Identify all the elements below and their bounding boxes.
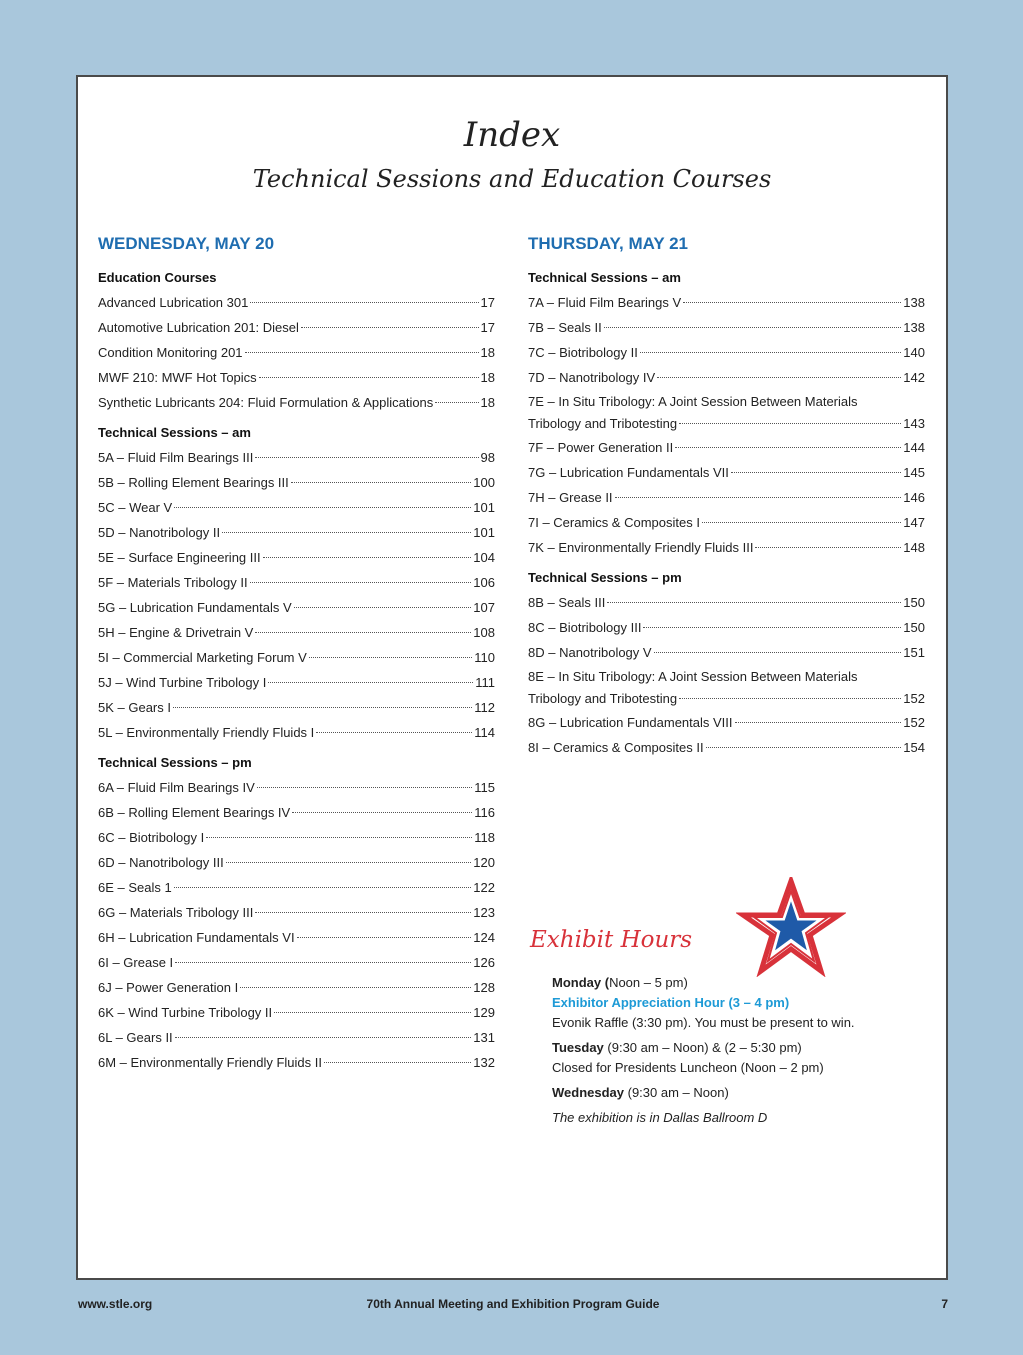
education-courses-heading: Education Courses [98,270,217,285]
dot-leader [255,912,471,913]
entry-page: 107 [473,600,495,615]
entry-title: 6D – Nanotribology III [98,855,224,870]
entry-title: 5J – Wind Turbine Tribology I [98,675,267,690]
entry-title: 7B – Seals II [528,320,602,335]
entry-title: Synthetic Lubricants 204: Fluid Formulation & Applications [98,395,434,410]
dot-leader [245,352,479,353]
thursday-column [528,229,925,760]
entry-page: 17 [480,295,495,310]
entry-page: 108 [473,625,495,640]
entry-page: 118 [474,830,495,845]
entry-title-cont: Tribology and Tribotesting [528,691,678,706]
dot-leader [175,962,471,963]
entry-page: 150 [903,595,925,610]
dot-leader [255,632,471,633]
star-icon [736,877,846,977]
index-entry [98,545,495,570]
entry-title: 6E – Seals 1 [98,880,172,895]
entry-line-2 [528,412,925,435]
footer-website: www.stle.org [78,1297,153,1311]
monday-label: Monday ( [552,975,610,990]
entry-title: Automotive Lubrication 201: Diesel [98,320,299,335]
entry-title: 5C – Wear V [98,500,173,515]
entry-title: 7G – Lubrication Fundamentals VII [528,465,729,480]
dot-leader [250,302,478,303]
entry-title: 5D – Nanotribology II [98,525,221,540]
index-entry [98,470,495,495]
entry-page: 112 [474,700,495,715]
entry-page: 148 [903,540,925,555]
entry-title: 8D – Nanotribology V [528,645,652,660]
dot-leader [675,447,901,448]
index-entry [98,1000,495,1025]
dot-leader [309,657,472,658]
wednesday-label: Wednesday [552,1085,625,1100]
entry-title: 8B – Seals III [528,595,606,610]
entry-page: 138 [903,320,925,335]
index-entry [528,535,925,560]
index-entry [98,800,495,825]
entry-page: 98 [480,450,495,465]
dot-leader [640,352,901,353]
entry-page: 116 [474,805,495,820]
entry-title-cont: Tribology and Tribotesting [528,416,678,431]
entry-page: 111 [475,675,495,690]
index-entry [528,435,925,460]
entry-page: 142 [903,370,925,385]
entry-page: 101 [473,525,495,540]
entry-title: Advanced Lubrication 301 [98,295,249,310]
wednesday-column [98,229,495,1075]
dot-leader [702,522,901,523]
index-entry [98,445,495,470]
index-entry [528,640,925,665]
monday-time: Noon – 5 pm) [609,975,688,990]
index-entry [98,925,495,950]
dot-leader [174,507,471,508]
entry-title: 5I – Commercial Marketing Forum V [98,650,307,665]
exhibit-hours [528,877,928,1137]
entry-title: Condition Monitoring 201 [98,345,243,360]
dot-leader [643,627,901,628]
index-entry [528,735,925,760]
entry-page: 132 [473,1055,495,1070]
dot-leader [226,862,472,863]
index-entry [98,1050,495,1075]
index-entry [98,340,495,365]
dot-leader [706,747,902,748]
entry-title: 6A – Fluid Film Bearings IV [98,780,255,795]
entry-page: 123 [473,905,495,920]
wed-pm-list [98,775,495,1075]
index-entry [98,875,495,900]
entry-line-2 [528,687,925,710]
entry-page: 143 [903,416,925,431]
dot-leader [259,377,479,378]
entry-title: 7H – Grease II [528,490,613,505]
index-panel [76,75,948,1280]
dot-leader [297,937,472,938]
location-note: The exhibition is in Dallas Ballroom D [552,1110,768,1125]
dot-leader [255,457,478,458]
entry-title: 7I – Ceramics & Composites I [528,515,700,530]
dot-leader [657,377,901,378]
entry-title: 7C – Biotribology II [528,345,638,360]
exhibit-schedule [552,973,922,1128]
dot-leader [324,1062,471,1063]
dot-leader [250,582,472,583]
monday-line [552,973,922,993]
entry-page: 138 [903,295,925,310]
index-entry [528,710,925,735]
index-entry [98,315,495,340]
exhibit-title: Exhibit Hours [530,927,693,953]
entry-page: 144 [903,440,925,455]
index-entry [98,595,495,620]
closed-note: Closed for Presidents Luncheon (Noon – 2 pm) [552,1060,824,1075]
page-subtitle: Technical Sessions and Education Courses [252,165,772,193]
index-entry [98,670,495,695]
entry-page: 100 [473,475,495,490]
index-entry [98,720,495,745]
footer-guide-title: 70th Annual Meeting and Exhibition Program Guide [366,1297,660,1311]
index-entry [528,510,925,535]
entry-page: 152 [903,691,925,706]
entry-page: 145 [903,465,925,480]
dot-leader [173,707,472,708]
entry-title: 7A – Fluid Film Bearings V [528,295,682,310]
entry-page: 124 [473,930,495,945]
entry-title: 5H – Engine & Drivetrain V [98,625,254,640]
page-title: Index [463,115,561,155]
dot-leader [268,682,473,683]
appreciation-hour: Exhibitor Appreciation Hour (3 – 4 pm) [552,995,790,1010]
index-entry [98,825,495,850]
dot-leader [174,887,472,888]
entry-page: 18 [480,345,495,360]
entry-title: 7D – Nanotribology IV [528,370,656,385]
entry-title: 7E – In Situ Tribology: A Joint Session Between Materials [528,394,858,409]
entry-page: 18 [480,395,495,410]
dot-leader [683,302,901,303]
dot-leader [292,812,472,813]
index-entry [98,900,495,925]
entry-title: 7K – Environmentally Friendly Fluids III [528,540,754,555]
entry-page: 131 [473,1030,495,1045]
index-entry [528,290,925,315]
dot-leader [206,837,472,838]
wednesday-time: (9:30 am – Noon) [624,1085,729,1100]
entry-title: 8G – Lubrication Fundamentals VIII [528,715,733,730]
dot-leader [175,1037,472,1038]
index-entry [98,695,495,720]
index-entry [98,775,495,800]
entry-title: 5B – Rolling Element Bearings III [98,475,289,490]
entry-title: 6M – Environmentally Friendly Fluids II [98,1055,322,1070]
thu-pm-list [528,590,925,760]
entry-page: 122 [473,880,495,895]
entry-title: 6B – Rolling Element Bearings IV [98,805,291,820]
dot-leader [654,652,902,653]
entry-page: 146 [903,490,925,505]
index-entry [528,365,925,390]
entry-page: 150 [903,620,925,635]
tuesday-time: (9:30 am – Noon) & (2 – 5:30 pm) [603,1040,802,1055]
index-entry [98,290,495,315]
dot-leader [263,557,472,558]
entry-page: 101 [473,500,495,515]
entry-page: 114 [474,725,495,740]
entry-page: 120 [473,855,495,870]
dot-leader [615,497,902,498]
entry-title: 6H – Lubrication Fundamentals VI [98,930,295,945]
entry-page: 154 [903,740,925,755]
entry-title: 6J – Power Generation I [98,980,239,995]
index-entry [528,460,925,485]
entry-page: 115 [474,780,495,795]
dot-leader [435,402,478,403]
index-entry [98,975,495,1000]
entry-title: 6L – Gears II [98,1030,173,1045]
index-entry [98,950,495,975]
dot-leader [274,1012,471,1013]
entry-title: 5K – Gears I [98,700,171,715]
entry-page: 151 [903,645,925,660]
wed-am-list [98,445,495,745]
dot-leader [257,787,472,788]
entry-title: 6K – Wind Turbine Tribology II [98,1005,273,1020]
thursday-heading: THURSDAY, MAY 21 [528,234,688,253]
dot-leader [604,327,902,328]
dot-leader [607,602,901,603]
thu-pm-heading: Technical Sessions – pm [528,570,682,585]
index-entry [528,340,925,365]
dot-leader [316,732,472,733]
dot-leader [735,722,902,723]
entry-page: 140 [903,345,925,360]
education-courses-list [98,290,495,415]
entry-title: 5E – Surface Engineering III [98,550,261,565]
entry-title: 5G – Lubrication Fundamentals V [98,600,292,615]
entry-title: MWF 210: MWF Hot Topics [98,370,257,385]
entry-title: 5A – Fluid Film Bearings III [98,450,254,465]
index-entry [98,1025,495,1050]
entry-page: 106 [473,575,495,590]
entry-page: 110 [474,650,495,665]
dot-leader [222,532,471,533]
index-entry [528,390,925,435]
index-entry [98,390,495,415]
entry-page: 129 [473,1005,495,1020]
entry-page: 18 [480,370,495,385]
entry-page: 152 [903,715,925,730]
index-entry [528,665,925,710]
dot-leader [679,698,901,699]
index-entry [98,520,495,545]
entry-title: 6G – Materials Tribology III [98,905,254,920]
entry-title: 5F – Materials Tribology II [98,575,248,590]
entry-page: 128 [473,980,495,995]
thu-am-list [528,290,925,560]
wednesday-heading: WEDNESDAY, MAY 20 [98,234,275,253]
wednesday-line [552,1083,922,1103]
wed-am-heading: Technical Sessions – am [98,425,251,440]
index-entry [98,365,495,390]
entry-title: 5L – Environmentally Friendly Fluids I [98,725,315,740]
entry-page: 126 [473,955,495,970]
index-entry [98,570,495,595]
tuesday-label: Tuesday [552,1040,604,1055]
dot-leader [679,423,901,424]
index-entry [98,645,495,670]
index-entry [98,495,495,520]
entry-title: 7F – Power Generation II [528,440,674,455]
entry-page: 147 [903,515,925,530]
dot-leader [294,607,472,608]
dot-leader [731,472,901,473]
dot-leader [240,987,471,988]
page-footer [78,1297,948,1317]
index-entry [528,590,925,615]
index-entry [528,615,925,640]
entry-title: 6C – Biotribology I [98,830,205,845]
index-entry [528,485,925,510]
entry-title: 8I – Ceramics & Composites II [528,740,704,755]
wed-pm-heading: Technical Sessions – pm [98,755,252,770]
index-entry [98,850,495,875]
entry-page: 104 [473,550,495,565]
raffle-note: Evonik Raffle (3:30 pm). You must be present to win. [552,1015,855,1030]
entry-title: 6I – Grease I [98,955,174,970]
footer-page-number: 7 [941,1297,948,1311]
dot-leader [755,547,901,548]
entry-title: 8C – Biotribology III [528,620,642,635]
entry-title: 8E – In Situ Tribology: A Joint Session Between Materials [528,669,858,684]
index-entry [98,620,495,645]
entry-page: 17 [480,320,495,335]
thu-am-heading: Technical Sessions – am [528,270,681,285]
dot-leader [291,482,472,483]
tuesday-line [552,1038,922,1058]
index-entry [528,315,925,340]
dot-leader [301,327,479,328]
